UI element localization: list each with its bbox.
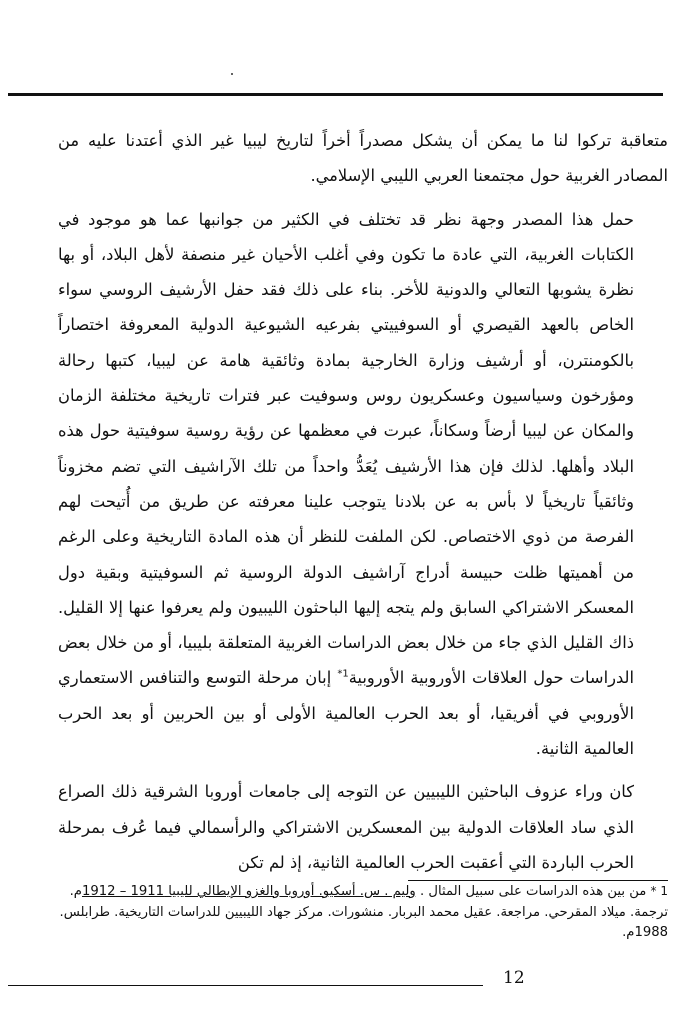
footer-rule xyxy=(8,985,483,986)
paragraph-2-continuation: إبان مرحلة التوسع والتنافس الاستعماري الأوروبي في أفريقيا، أو بعد الحرب العالمية الأولى أو بين الحربين أو بعد الحرب العالمية الثانية. xyxy=(58,668,634,759)
footnote-reference[interactable]: 1* xyxy=(337,669,349,681)
footnote-book-title: وليم . س. أسكيو. أوروبا والغزو الإيطالي لليبيا 1911 – 1912 xyxy=(81,884,416,899)
paragraph-1: متعاقبة تركوا لنا ما يمكن أن يشكل مصدراً أخراً لتاريخ ليبيا غير الذي أعتدنا عليه من المصادر الغربية حول مجتمعنا العربي الليبي الإسلامي. xyxy=(58,131,668,186)
footnote-prefix: من بين هذه الدراسات على سبيل المثال . xyxy=(419,884,647,899)
footnote xyxy=(58,881,668,944)
page-number: 12 xyxy=(503,968,525,988)
paragraph-3: كان وراء عزوف الباحثين الليبيين عن التوجه إلى جامعات أوروبا الشرقية ذلك الصراع الذي ساد العلاقات الدولية بين المعسكرين الاشتراكي والرأسمالي فيما عُرف بمرحلة الحرب الباردة التي أعقبت الحرب العالمية الثانية، إذ لم تكن xyxy=(58,782,634,872)
footnote-marker: 1 * xyxy=(650,884,668,898)
footnote-citation: م. ترجمة. ميلاد المقرحي. مراجعة. عقيل محمد البربار. منشورات. مركز جهاد الليبيين للدراسات التاريخية. طرابلس. 1988م. xyxy=(59,884,668,940)
footnote-1 xyxy=(58,881,668,944)
page-speck xyxy=(231,73,233,75)
paragraph-2-text: حمل هذا المصدر وجهة نظر قد تختلف في الكثير من جوانبها عما هو موجود في الكتابات الغربية، التي عادة ما تكون وفي أغلب الأحيان غير منصفة لأهل البلاد، أو بها نظرة يشوبها التعالي والدونية للأخر. بناء على ذلك فقد حفل الأرشيف الروسي سواء الخاص بالعهد القيصري أو السوفييتي بفرعيه الشيوعية الدولية المعروفة اختصاراً بالكومنترن، أو أرشيف وزارة الخارجية بمادة وثائقية هامة عن ليبيا، كتبها رحالة ومؤرخون وسياسيون وعسكريون روس وسوفيت عبر فترات تاريخية مختلفة الزمان والمكان عن ليبيا أرضاً وسكاناً، عبرت في معظمها عن رؤية روسية سوفيتية حول هذه البلاد وأهلها. لذلك فإن هذا الأرشيف يُعَدُّ واحداً من تلك الآراشيف التي تضم مخزوناً وثائقياً تاريخياً لا بأس به عن بلادنا يتوجب علينا معرفته عن طريق من أُتيحت لهم الفرصة من ذوي الاختصاص. لكن الملفت للنظر أن هذه المادة التاريخية وعلى الرغم من أهميتها ظلت حبيسة أدراج آراشيف الدولة الروسية ثم السوفيتية وبقية دول المعسكر الاشتراكي السابق ولم يتجه إليها الباحثون الليبيون ولم يعرفوا عنها إلا القليل. ذاك القليل الذي جاء من خلال بعض الدراسات الغربية المتعلقة بليبيا، أو من خلال بعض الدراسات حول العلاقات الأوروبية الأوروبية xyxy=(58,209,634,688)
header-rule xyxy=(8,93,663,96)
main-text xyxy=(58,123,668,880)
paragraph-2 xyxy=(58,202,668,767)
